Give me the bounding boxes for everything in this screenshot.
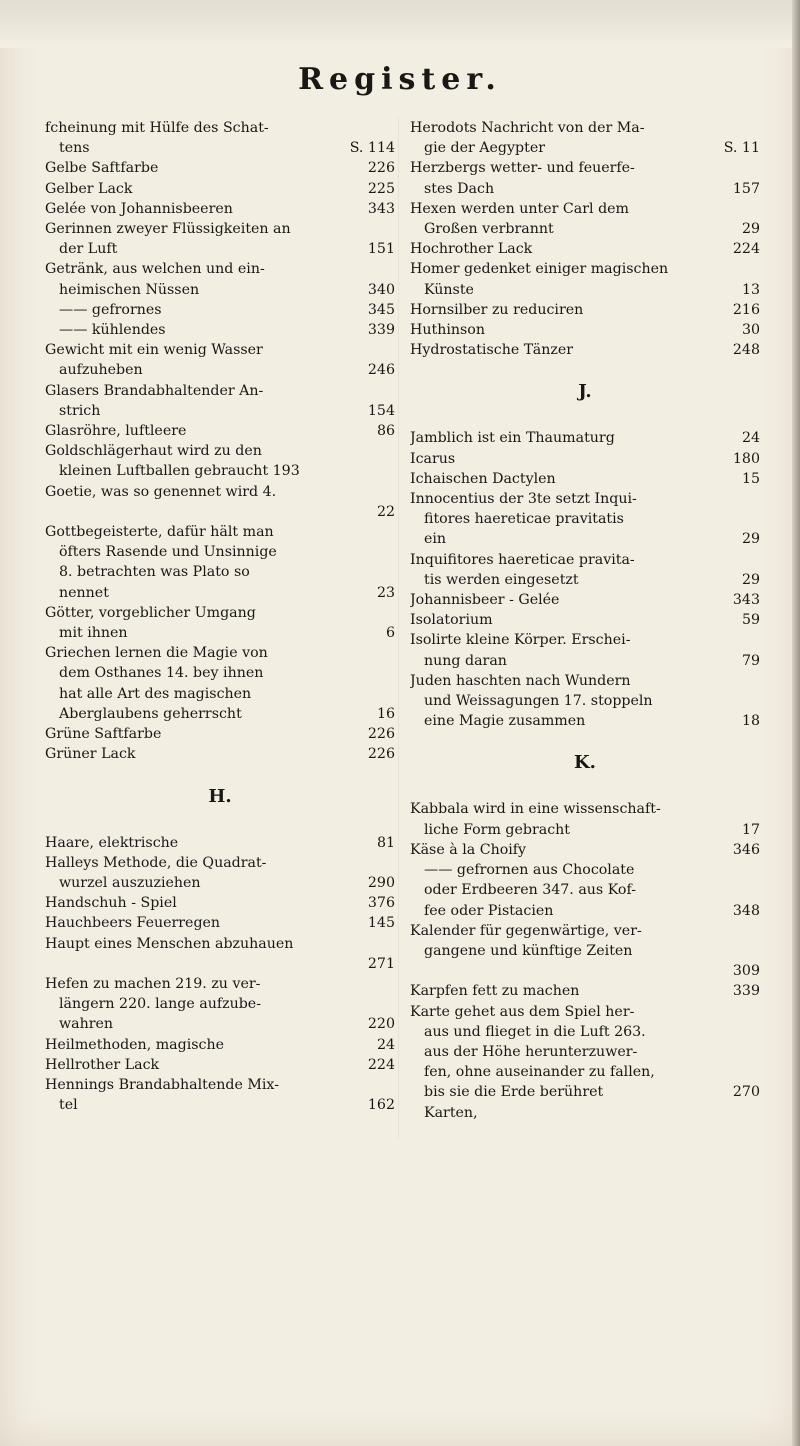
index-entry — [45, 320, 395, 340]
index-entry — [45, 562, 395, 582]
index-entry — [410, 1022, 760, 1042]
entry-text: tis werden eingesetzt — [424, 571, 579, 588]
section-letter-k: K. — [574, 752, 596, 774]
index-entry — [45, 340, 395, 360]
entry-page-number: 81 — [376, 834, 395, 851]
entry-page-number: 29 — [741, 571, 760, 588]
entry-text: Johannisbeer - Gelée — [410, 592, 560, 609]
entry-text: Innocentius der 3te setzt Inqui- — [410, 491, 637, 508]
index-entry — [45, 138, 395, 158]
entry-text: Hydrostatische Tänzer — [410, 342, 574, 359]
entry-text: bis sie die Erde berühret — [424, 1084, 604, 1101]
index-entry — [410, 239, 760, 259]
entry-text: Gottbegeisterte, dafür hält man — [45, 524, 274, 541]
entry-text: Hellrother Lack — [45, 1056, 160, 1073]
index-entry — [45, 954, 395, 974]
index-entry — [410, 671, 760, 691]
index-entry — [410, 428, 760, 448]
entry-text: Homer gedenket einiger magischen — [410, 261, 669, 278]
index-entry — [410, 921, 760, 941]
entry-text: Kalender für gegenwärtige, ver- — [410, 922, 642, 939]
entry-page-number: 339 — [732, 983, 760, 1000]
index-entry — [410, 179, 760, 199]
index-list-h — [45, 833, 395, 1116]
index-entry — [45, 623, 395, 643]
index-entry — [45, 974, 395, 994]
entry-page-number: 339 — [367, 322, 395, 339]
index-entry — [45, 522, 395, 542]
entry-text: tel — [59, 1097, 78, 1114]
entry-text: Aberglaubens geherrscht — [59, 705, 242, 722]
entry-text: Herodots Nachricht von der Ma- — [410, 120, 645, 136]
index-entry — [45, 502, 395, 522]
index-entry — [45, 663, 395, 683]
entry-page-number: 224 — [732, 241, 760, 258]
index-entry — [45, 1014, 395, 1034]
entry-text: Grüne Saftfarbe — [45, 726, 162, 743]
entry-text: gangene und künftige Zeiten — [424, 942, 633, 959]
entry-page-number: 346 — [732, 841, 760, 858]
entry-text: Glasröhre, luftleere — [45, 423, 187, 440]
entry-text: Isolirte kleine Körper. Erschei- — [410, 632, 631, 649]
index-entry — [410, 340, 760, 360]
scan-shadow — [0, 0, 800, 48]
entry-text: Käse à la Choify — [410, 841, 527, 858]
index-entry — [410, 799, 760, 819]
entry-page-number: 6 — [385, 625, 395, 642]
entry-page-number: 248 — [732, 342, 760, 359]
entry-page-number: 340 — [367, 281, 395, 298]
page-edge — [792, 0, 800, 1446]
entry-text: Hefen zu machen 219. zu ver- — [45, 975, 261, 992]
entry-page-number: 13 — [741, 281, 760, 298]
index-entry — [45, 994, 395, 1014]
index-entry — [45, 219, 395, 239]
entry-text: hat alle Art des magischen — [59, 685, 252, 702]
entry-text: oder Erdbeeren 347. aus Kof- — [424, 882, 637, 899]
entry-text: wahren — [59, 1016, 114, 1033]
entry-page-number: 15 — [741, 470, 760, 487]
right-column — [410, 118, 760, 1123]
entry-page-number: 270 — [732, 1084, 760, 1101]
index-entry — [45, 1095, 395, 1115]
entry-page-number: 23 — [376, 584, 395, 601]
index-entry — [45, 239, 395, 259]
index-entry — [45, 603, 395, 623]
index-entry — [410, 158, 760, 178]
entry-text: Heilmethoden, magische — [45, 1036, 224, 1053]
entry-text: Icarus — [410, 450, 456, 467]
entry-page-number: 22 — [376, 503, 395, 520]
entry-page-number: 343 — [732, 592, 760, 609]
entry-text: fcheinung mit Hülfe des Schat- — [45, 120, 269, 136]
index-entry — [410, 219, 760, 239]
entry-page-number: 59 — [741, 612, 760, 629]
entry-page-number: 343 — [367, 200, 395, 217]
entry-text: Juden haschten nach Wundern — [410, 672, 631, 689]
index-entry — [45, 724, 395, 744]
entry-page-number: 157 — [732, 180, 760, 197]
index-entry — [45, 199, 395, 219]
index-entry — [45, 118, 395, 138]
entry-page-number: 225 — [367, 180, 395, 197]
index-entry — [45, 833, 395, 853]
entry-text: Hochrother Lack — [410, 241, 533, 258]
index-entry — [45, 300, 395, 320]
entry-text: Ichaischen Dactylen — [410, 470, 556, 487]
entry-text: Isolatorium — [410, 612, 493, 629]
page-title: Register. — [298, 62, 502, 97]
index-entry — [410, 1062, 760, 1082]
index-list-g — [45, 118, 395, 765]
entry-text: fitores haereticae pravitatis — [424, 511, 624, 528]
index-entry — [410, 280, 760, 300]
index-entry — [410, 961, 760, 981]
entry-text: Hennings Brandabhaltende Mix- — [45, 1076, 279, 1093]
entry-text: 8. betrachten was Plato so — [59, 564, 250, 581]
entry-text: Grüner Lack — [45, 746, 136, 763]
index-entry — [45, 643, 395, 663]
entry-text: Handschuh - Spiel — [45, 895, 177, 912]
entry-text: fen, ohne auseinander zu fallen, — [424, 1064, 655, 1081]
index-entry — [410, 610, 760, 630]
entry-page-number: 154 — [367, 402, 395, 419]
entry-text: nung daran — [424, 652, 507, 669]
entry-text: Halleys Methode, die Quadrat- — [45, 854, 267, 871]
entry-text: Hauchbeers Feuerregen — [45, 915, 221, 932]
entry-page-number: 220 — [367, 1016, 395, 1033]
entry-text: —— gefrornen aus Chocolate — [424, 862, 635, 879]
index-entry — [45, 542, 395, 562]
column-gutter — [398, 118, 399, 1138]
index-entry — [410, 711, 760, 731]
index-entry — [410, 691, 760, 711]
entry-text: liche Form gebracht — [424, 821, 571, 838]
entry-page-number: 345 — [367, 301, 395, 318]
entry-text: Haare, elektrische — [45, 834, 179, 851]
index-entry — [45, 421, 395, 441]
entry-text: und Weissagungen 17. stoppeln — [424, 693, 653, 710]
entry-page-number: 29 — [741, 221, 760, 238]
entry-page-number: 309 — [732, 963, 760, 980]
entry-text: Karte gehet aus dem Spiel her- — [410, 1003, 635, 1020]
index-entry — [410, 651, 760, 671]
entry-text: Hornsilber zu reduciren — [410, 301, 584, 318]
entry-text: Götter, vorgeblicher Umgang — [45, 604, 256, 621]
entry-page-number: 30 — [741, 322, 760, 339]
entry-text: Haupt eines Menschen abzuhauen — [45, 935, 294, 952]
entry-page-number: 376 — [367, 895, 395, 912]
index-entry — [410, 1082, 760, 1102]
entry-text: stes Dach — [424, 180, 495, 197]
index-entry — [410, 880, 760, 900]
entry-page-number: 79 — [741, 652, 760, 669]
entry-text: öfters Rasende und Unsinnige — [59, 544, 277, 561]
index-entry — [45, 381, 395, 401]
entry-text: —— gefrornes — [59, 301, 162, 318]
entry-text: Kabbala wird in eine wissenschaft- — [410, 801, 661, 818]
index-entry — [410, 118, 760, 138]
index-entry — [410, 981, 760, 1001]
entry-page-number: 224 — [367, 1056, 395, 1073]
index-entry — [45, 1035, 395, 1055]
entry-text: ein — [424, 531, 447, 548]
index-entry — [410, 630, 760, 650]
entry-page-number: S. 114 — [349, 140, 395, 157]
left-column — [45, 118, 395, 1115]
index-entry — [410, 449, 760, 469]
entry-text: Herzbergs wetter- und feuerfe- — [410, 160, 635, 177]
index-entry — [410, 259, 760, 279]
index-entry — [410, 1103, 760, 1123]
entry-text: strich — [59, 402, 101, 419]
index-entry — [45, 583, 395, 603]
entry-text: eine Magie zusammen — [424, 713, 586, 730]
index-entry — [45, 259, 395, 279]
index-entry — [45, 913, 395, 933]
entry-page-number: 16 — [376, 705, 395, 722]
entry-text: dem Osthanes 14. bey ihnen — [59, 665, 264, 682]
index-entry — [410, 590, 760, 610]
entry-text: Getränk, aus welchen und ein- — [45, 261, 265, 278]
entry-page-number: 226 — [367, 746, 395, 763]
entry-text: Goldschlägerhaut wird zu den — [45, 443, 262, 460]
entry-text: Gelée von Johannisbeeren — [45, 200, 233, 217]
entry-page-number: 24 — [741, 430, 760, 447]
index-entry — [45, 461, 395, 481]
index-entry — [410, 860, 760, 880]
entry-page-number: 18 — [741, 713, 760, 730]
index-entry — [45, 482, 395, 502]
index-entry — [45, 893, 395, 913]
index-entry — [410, 320, 760, 340]
entry-text: tens — [59, 140, 90, 157]
entry-text: wurzel auszuziehen — [59, 874, 201, 891]
index-entry — [410, 550, 760, 570]
entry-text: Inquifitores haereticae pravita- — [410, 551, 635, 568]
index-entry — [45, 934, 395, 954]
index-entry — [410, 469, 760, 489]
index-entry — [45, 441, 395, 461]
index-entry — [410, 300, 760, 320]
index-entry — [410, 509, 760, 529]
entry-page-number: 348 — [732, 902, 760, 919]
entry-text: kleinen Luftballen gebraucht 193 — [59, 463, 300, 480]
index-entry — [45, 873, 395, 893]
entry-page-number: 290 — [367, 874, 395, 891]
index-entry — [410, 901, 760, 921]
entry-page-number: 271 — [367, 955, 395, 972]
entry-text: Gelber Lack — [45, 180, 133, 197]
section-letter-j: J. — [578, 381, 592, 403]
entry-page-number: 180 — [732, 450, 760, 467]
entry-text: —— kühlendes — [59, 322, 166, 339]
entry-text: Griechen lernen die Magie von — [45, 645, 268, 662]
entry-text: fee oder Pistacien — [424, 902, 554, 919]
entry-page-number: 162 — [367, 1097, 395, 1114]
index-entry — [45, 684, 395, 704]
index-entry — [45, 744, 395, 764]
index-entry — [410, 199, 760, 219]
entry-page-number: S. 11 — [723, 140, 760, 157]
entry-text: aufzuheben — [59, 362, 143, 379]
entry-text: Gelbe Saftfarbe — [45, 160, 159, 177]
entry-text: nennet — [59, 584, 109, 601]
index-entry — [45, 704, 395, 724]
index-entry — [410, 489, 760, 509]
entry-text: Glasers Brandabhaltender An- — [45, 382, 264, 399]
entry-text: aus der Höhe herunterzuwer- — [424, 1043, 638, 1060]
entry-text: Künste — [424, 281, 474, 298]
entry-page-number: 226 — [367, 726, 395, 743]
entry-text: Karten, — [424, 1104, 478, 1121]
entry-page-number: 86 — [376, 423, 395, 440]
index-entry — [45, 1075, 395, 1095]
entry-page-number: 151 — [367, 241, 395, 258]
index-list-j — [410, 428, 760, 731]
index-entry — [410, 1002, 760, 1022]
index-entry — [410, 138, 760, 158]
entry-page-number: 145 — [367, 915, 395, 932]
index-entry — [45, 1055, 395, 1075]
index-entry — [45, 853, 395, 873]
entry-text: der Luft — [59, 241, 118, 258]
index-entry — [45, 179, 395, 199]
entry-text: Goetie, was so genennet wird 4. — [45, 483, 277, 500]
entry-text: Hexen werden unter Carl dem — [410, 200, 629, 217]
entry-text: Huthinson — [410, 322, 485, 339]
entry-text: längern 220. lange aufzube- — [59, 996, 261, 1013]
index-entry — [45, 158, 395, 178]
index-entry — [410, 529, 760, 549]
entry-text: Großen verbrannt — [424, 221, 554, 238]
index-list-k — [410, 799, 760, 1122]
entry-page-number: 226 — [367, 160, 395, 177]
entry-page-number: 246 — [367, 362, 395, 379]
index-list-h-cont — [410, 118, 760, 360]
entry-text: Karpfen fett zu machen — [410, 983, 580, 1000]
index-entry — [45, 401, 395, 421]
entry-text: Gerinnen zweyer Flüssigkeiten an — [45, 221, 291, 238]
index-entry — [45, 280, 395, 300]
index-entry — [45, 360, 395, 380]
entry-page-number: 24 — [376, 1036, 395, 1053]
entry-text: mit ihnen — [59, 625, 128, 642]
entry-page-number: 29 — [741, 531, 760, 548]
entry-page-number: 216 — [732, 301, 760, 318]
entry-text: Jamblich ist ein Thaumaturg — [410, 430, 615, 447]
entry-text: Gewicht mit ein wenig Wasser — [45, 342, 263, 359]
index-entry — [410, 941, 760, 961]
index-entry — [410, 1042, 760, 1062]
entry-text: aus und flieget in die Luft 263. — [424, 1023, 646, 1040]
index-entry — [410, 820, 760, 840]
entry-page-number: 17 — [741, 821, 760, 838]
entry-text: heimischen Nüssen — [59, 281, 200, 298]
index-entry — [410, 570, 760, 590]
section-letter-h: H. — [208, 785, 232, 807]
index-entry — [410, 840, 760, 860]
entry-text: gie der Aegypter — [424, 140, 545, 157]
